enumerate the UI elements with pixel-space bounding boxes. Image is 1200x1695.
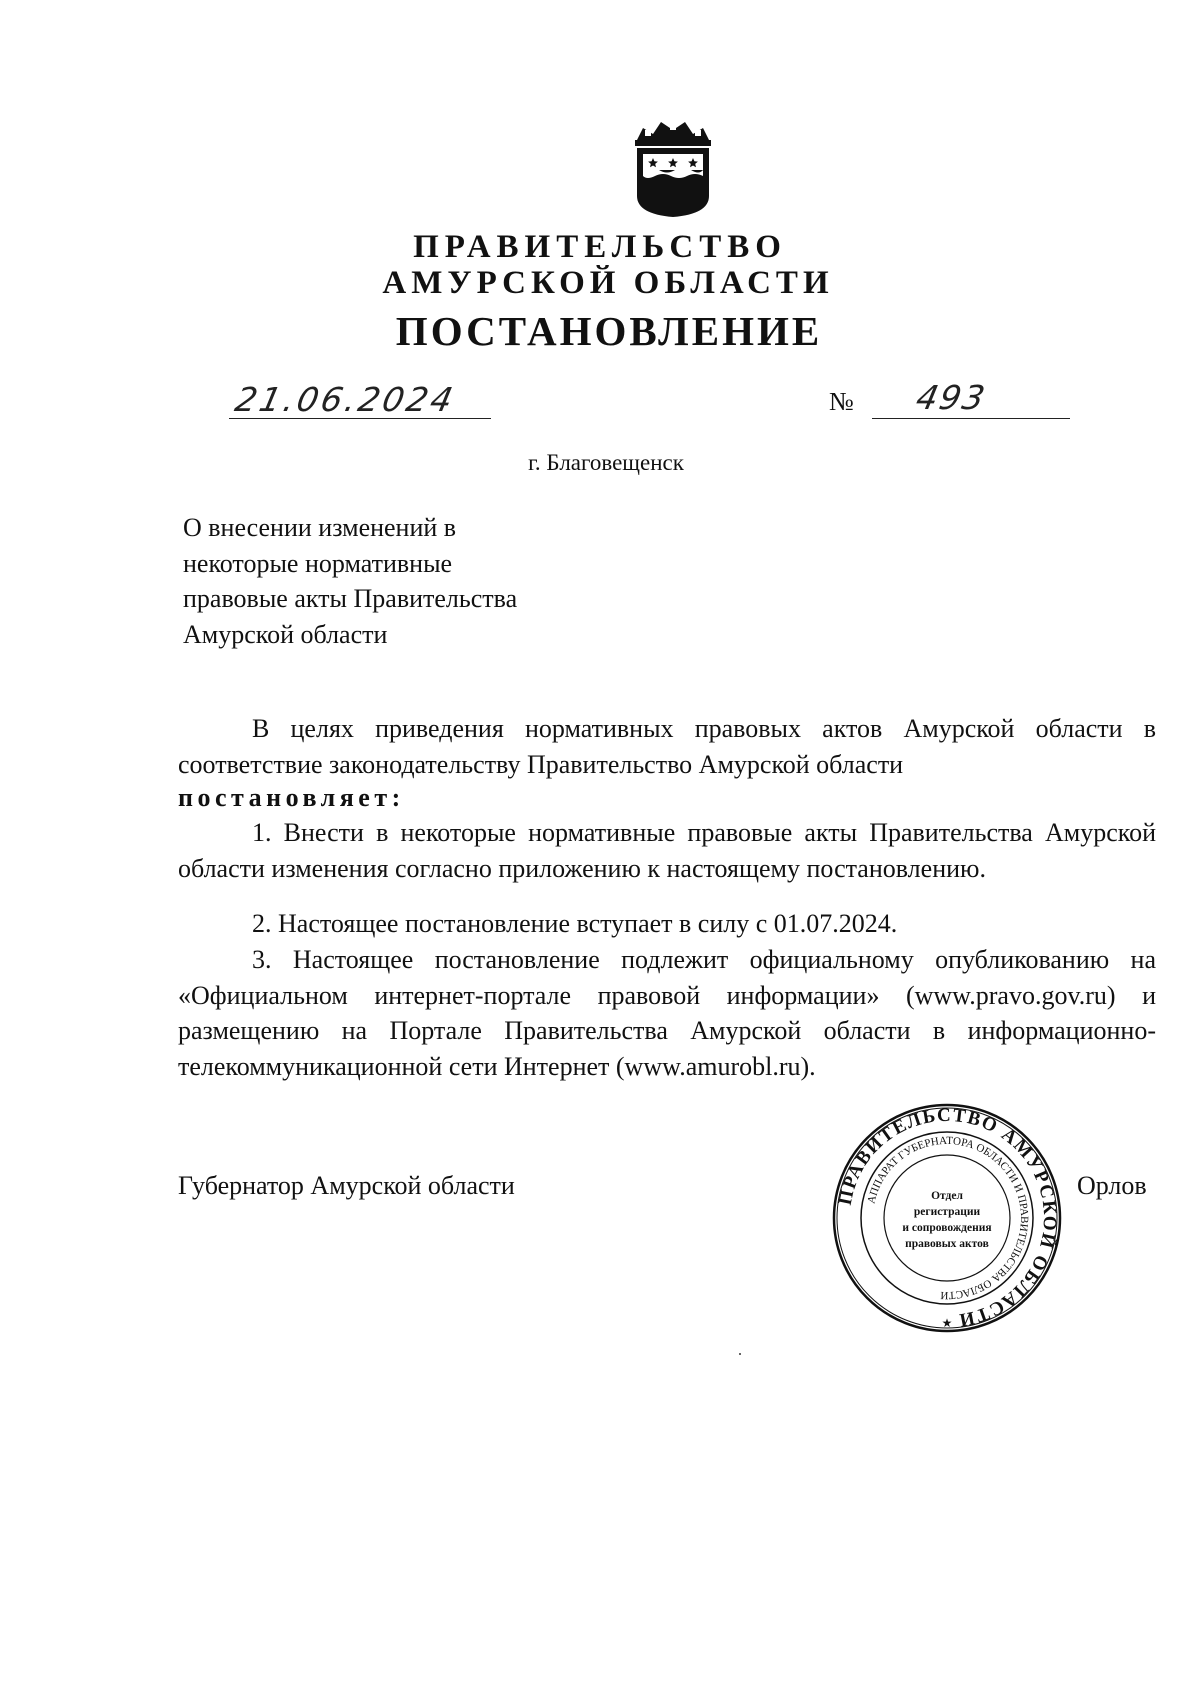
subject-line: правовые акты Правительства	[183, 584, 518, 613]
stamp-center-line: и сопровождения	[902, 1222, 992, 1234]
decree-item-2: 2. Настоящее постановление вступает в силу с 01.07.2024.	[252, 909, 898, 938]
signatory-name: Орлов	[1077, 1171, 1147, 1200]
stamp-inner-text: АППАРАТ ГУБЕРНАТОРА ОБЛАСТИ И ПРАВИТЕЛЬСТВА ОБЛАСТИ	[865, 1134, 1031, 1302]
number-sign: №	[829, 387, 854, 416]
scan-speck	[739, 1353, 741, 1355]
signatory-position: Губернатор Амурской области	[178, 1171, 515, 1200]
official-stamp	[832, 1103, 1062, 1333]
decree-word: постановляет:	[178, 783, 405, 812]
document-number: 493	[912, 378, 991, 417]
decree-item-1: 1. Внести в некоторые нормативные правовые акты Правительства Амурской области изменения согласно приложению к настоящему постановлению.	[178, 818, 1156, 883]
stamp-star-icon: ★	[941, 1316, 953, 1330]
organization-name-line2: АМУРСКОЙ ОБЛАСТИ	[382, 265, 834, 301]
stamp-outer-text: ПРАВИТЕЛЬСТВО АМУРСКОЙ ОБЛАСТИ	[834, 1104, 1061, 1331]
stamp-center-line: регистрации	[913, 1206, 981, 1218]
coat-of-arms-icon	[631, 118, 715, 218]
intro-paragraph: В целях приведения нормативных правовых актов Амурской области в соответствие законодательству Правительство Амурской области	[178, 714, 1156, 779]
date-underline	[229, 418, 491, 419]
subject-line: Амурской области	[183, 619, 388, 649]
subject-line: О внесении изменений в	[183, 513, 457, 542]
document-type-title: ПОСТАНОВЛЕНИЕ	[395, 308, 823, 354]
document-date: 21.06.2024	[231, 380, 460, 419]
organization-name-line1: ПРАВИТЕЛЬСТВО	[413, 229, 787, 265]
city-name: г. Благовещенск	[528, 450, 684, 475]
decree-item-3: 3. Настоящее постановление подлежит официальному опубликованию на «Официальном интернет-портале правовой информации» (www.pravo.gov.ru) и размещению на Портале Правительства Амурской области в информационно-телекоммуникационной сети Интернет (www.amurobl.ru).	[178, 945, 1156, 1081]
stamp-center-line: правовых актов	[905, 1238, 989, 1250]
document-subject	[183, 510, 583, 652]
stamp-center-line: Отдел	[931, 1190, 963, 1202]
number-underline	[872, 418, 1070, 419]
subject-line: некоторые нормативные	[183, 548, 453, 578]
